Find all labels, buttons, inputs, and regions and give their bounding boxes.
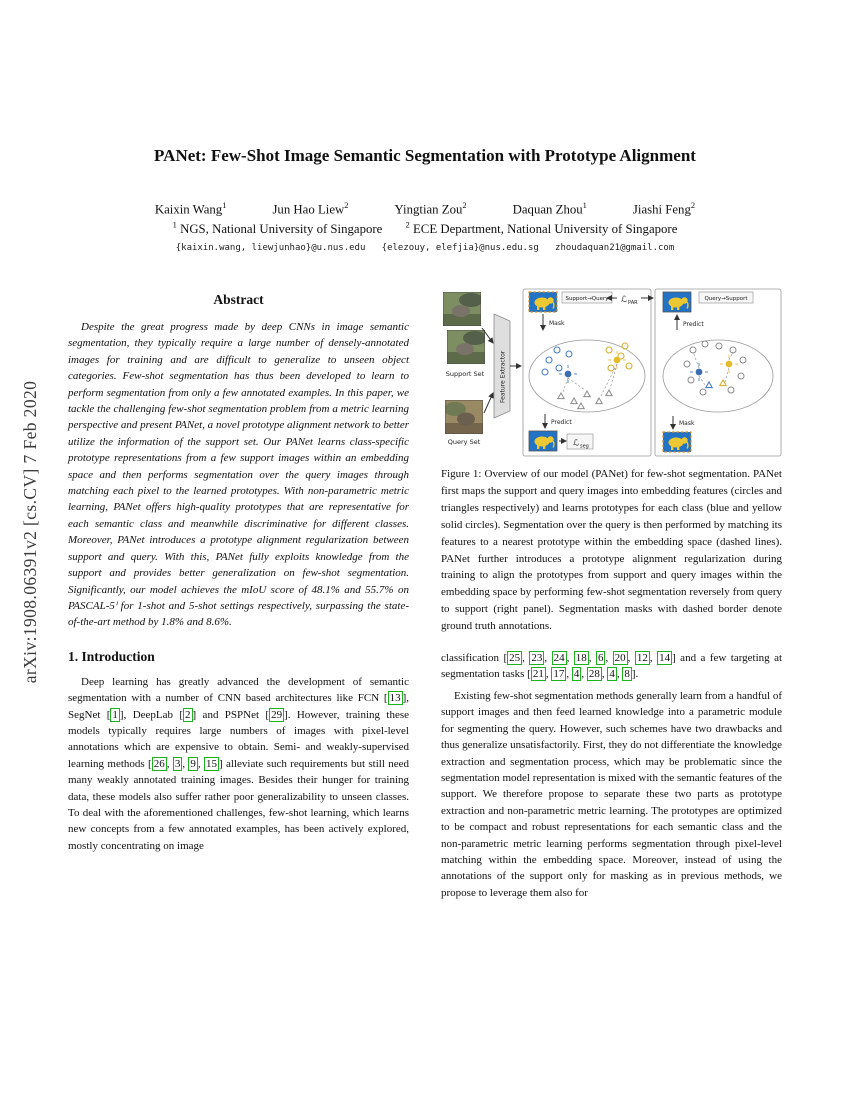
citation-link[interactable]: 8 [624, 668, 630, 681]
citation-link[interactable]: 2 [185, 708, 191, 721]
loss-par-sub: PAR [628, 300, 638, 306]
citation-link[interactable]: 18 [575, 652, 587, 665]
right-paragraph-2: Existing few-shot segmentation methods generally learn from a handful of support images and then feed learned knowledge into a parametric module for segmenting the query. However, such schemes have two drawbacks and thus generalize unsatisfactorily. First, they do not differentiate the knowledge extraction and segmentation process, which may be problematic since the segmentation model representation is mixed with the semantic features of the support. We therefore propose to separate these two parts as prototype extraction and non-parametric metric learning. The prototypes are optimized to be compact and robust representations for each semantic class and the non-parametric metric learning performs segmentation through pixel-level matching within the embedding space. Moreover, instead of using the annotations of the support only for masking as in previous methods, we propose to leverage them also for [441, 689, 782, 899]
support-image-2 [447, 330, 487, 364]
yellow-prototype-right [726, 361, 733, 368]
support-image-1 [443, 292, 483, 326]
query-mask-pred [529, 431, 557, 451]
arxiv-stamp: arXiv:1908.06391v2 [cs.CV] 7 Feb 2020 [20, 380, 40, 684]
support-to-query-label: Support→Query [565, 296, 609, 302]
blue-prototype-right [696, 369, 703, 376]
citation-link[interactable]: 14 [659, 652, 671, 665]
citation-link[interactable]: 4 [573, 668, 580, 681]
citation-link[interactable]: 24 [553, 652, 565, 665]
right-column [441, 288, 782, 901]
figure-1-caption: Figure 1: Overview of our model (PANet) for few-shot segmentation. PANet first maps the support and query images into embedding features (circles and triangles respectively) and learns prototypes for each class (blue and yellow solid circles). Segmentation over the query is then performed by matching its features to a nearest prototype within the embedding space (dashed lines). PANet further introduces a prototype alignment regularization during training to align the prototypes from support and query images within the embedding space by performing few-shot segmentation reversely from query to support (right panel). Segmentation masks with dashed border denote ground truth annotations. [441, 468, 782, 633]
predict-label-right: Predict [683, 321, 704, 328]
citation-link[interactable]: 6 [597, 652, 604, 665]
citation-link[interactable]: 21 [532, 668, 544, 681]
embedding-space-right [663, 340, 773, 412]
citation-link[interactable]: 20 [614, 652, 626, 665]
loss-seg-symbol: ℒ [573, 438, 580, 449]
predict-label-mid: Predict [551, 419, 572, 426]
figure-1-diagram [441, 288, 782, 458]
abstract-text: Despite the great progress made by deep CNNs in image semantic segmentation, they typically require a large number of densely-annotated images for training and are difficult to generalize to unseen object categories. Few-shot segmentation has thus been developed to learn to perform segmentation from only a few annotated examples. In this paper, we tackle the challenging few-shot segmentation problem from a metric learning perspective and present PANet, a novel prototype alignment network to better utilize the information of the support set. Our PANet learns class-specific prototype representations from a few support images within an embedding space and then performs segmentation over the query images through matching each pixel to the learned prototypes. With non-parametric metric learning, PANet offers high-quality prototypes that are representative for each semantic class and meanwhile discriminative for different classes. Moreover, PANet introduces a prototype alignment regularization between support and query. With this, PANet fully exploits knowledge from the support and provides better generalization on few-shot segmentation. Significantly, our model achieves the mIoU score of 48.1% and 55.7% on PASCAL-5ⁱ for 1-shot and 5-shot settings respectively, surpassing the state-of-the-art method by 1.8% and 8.6%. [68, 321, 409, 629]
citation-link[interactable]: 9 [190, 757, 196, 770]
paper-title: PANet: Few-Shot Image Semantic Segmentation with Prototype Alignment [154, 146, 696, 165]
query-to-support-label: Query→Support [704, 296, 748, 302]
support-set-label: Support Set [445, 370, 485, 378]
author: Daquan Zhou$^1$ [512, 200, 587, 217]
right-paragraph-1: classification [ 25 , 23 , 24 , 18 , 6 , 20 , 12 , 14 ] and a few targeting at segmentation tasks [ 21 , 17 , 4 , 28 , 4 , 8 ]. [441, 652, 783, 681]
author: Kaixin Wang$^1$ [154, 200, 227, 217]
affiliation: $^1$ NGS, National University of Singapore [172, 220, 383, 237]
affiliation: $^2$ ECE Department, National University of Singapore [405, 220, 678, 237]
support-mask-pred [663, 292, 691, 312]
query-image [444, 400, 483, 434]
citation-link[interactable]: 17 [553, 668, 565, 681]
loss-par-symbol: ℒ [621, 295, 628, 305]
citation-link[interactable]: 25 [509, 652, 521, 665]
blue-prototype-mid [565, 371, 572, 378]
query-mask-gt [663, 432, 691, 452]
yellow-prototype-mid [614, 357, 621, 364]
author-list [68, 200, 782, 217]
author: Yingtian Zou$^2$ [394, 200, 467, 217]
mask-label-right: Mask [679, 420, 695, 427]
citation-link[interactable]: 29 [271, 708, 283, 721]
query-set-label: Query Set [447, 438, 481, 446]
author-emails: {kaixin.wang, liewjunhao}@u.nus.edu {elezouy, elefjia}@nus.edu.sg zhoudaquan21@gmail.com [175, 243, 675, 253]
citation-link[interactable]: 4 [609, 668, 615, 681]
left-column [68, 292, 409, 854]
section-heading-introduction: 1. Introduction [68, 648, 155, 664]
author: Jiashi Feng$^2$ [632, 200, 696, 217]
support-mask-gt [529, 292, 557, 312]
abstract-heading: Abstract [213, 292, 264, 307]
citation-link[interactable]: 15 [206, 757, 218, 770]
citation-link[interactable]: 13 [389, 692, 401, 705]
mask-label-mid: Mask [549, 320, 565, 327]
author: Jun Hao Liew$^2$ [272, 200, 349, 217]
citation-link[interactable]: 12 [636, 652, 648, 665]
feature-extractor-label: Feature Extractor [499, 350, 507, 403]
citation-link[interactable]: 26 [153, 757, 165, 770]
citation-link[interactable]: 23 [531, 652, 543, 665]
embedding-space-mid [529, 340, 645, 412]
citation-link[interactable]: 28 [588, 668, 600, 681]
affiliation-line [68, 220, 782, 237]
loss-seg-sub: seg [580, 443, 589, 450]
intro-paragraph: Deep learning has greatly advanced the development of semantic segmentation with a number of CNN based architectures like FCN [ 13 ], SegNet [ 1 ], DeepLab [ 2 ] and PSPNet [ 29 ]. However, training these models typically requires large numbers of images with pixel-level annotations which are expensive to obtain. Semi- and weakly-supervised learning methods [ 26 , 3 , 9 , 15 ] alleviate such requirements but still need many weakly annotated training images. Besides their hunger for training data, these models also suffer rather poor generalizability to unseen classes. To deal with the aforementioned challenges, few-shot learning, which learns new concepts from a few annotated examples, has been actively explored, mostly concentrating on image [68, 675, 409, 852]
citation-link[interactable]: 1 [112, 708, 118, 721]
citation-link[interactable]: 3 [174, 757, 181, 770]
